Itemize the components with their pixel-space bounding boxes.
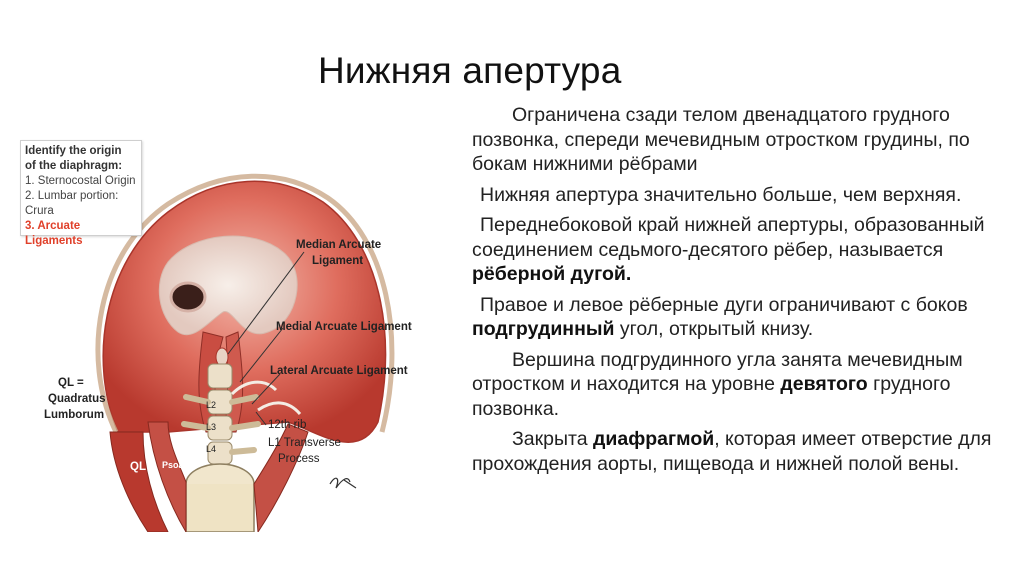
label-process: Process	[278, 453, 320, 465]
paragraph-2	[472, 183, 1002, 208]
slide-body	[472, 103, 1002, 482]
label-psoas: Psoas	[162, 460, 189, 470]
paragraph-6	[472, 427, 1002, 476]
label-medial-arcuate: Medial Arcuate Ligament	[276, 321, 412, 333]
paragraph-5	[472, 348, 1002, 422]
bold-term: подгрудинный	[472, 318, 615, 340]
bold-term: девятого	[780, 373, 868, 395]
text-run: Ограничена сзади телом двенадцатого грудного позвонка, спереди мечевидным отростком грудины, по бокам нижними рёбрами	[472, 104, 970, 175]
text-run: Нижняя апертура значительно больше, чем верхняя.	[480, 183, 962, 206]
artist-signature	[330, 478, 356, 488]
label-l1-transverse: L1 Transverse	[268, 437, 341, 449]
origin-legend-box	[20, 140, 142, 247]
slide-title: Нижняя апертура	[318, 50, 622, 91]
text-run: Переднебоковой край нижней апертуры, образованный соединением седьмого-десятого рёбер, называется	[472, 214, 985, 261]
label-l2: L2	[206, 400, 217, 410]
label-lumborum: Lumborum	[44, 409, 105, 421]
bold-term: диафрагмой	[593, 428, 715, 450]
label-12th-rib: 12th rib	[268, 419, 307, 431]
text-run: Вершина подгрудинного угла занята мечевидным отростком и находится на уровне	[472, 348, 963, 395]
label-l4: L4	[206, 444, 217, 454]
caval-opening	[171, 283, 205, 311]
label-median-arcuate-2: Ligament	[312, 255, 364, 267]
label-ql-short: QL	[130, 461, 146, 473]
label-median-arcuate-1: Median Arcuate	[296, 239, 382, 251]
legend-item-sternocostal: 1. Sternocostal Origin	[25, 175, 136, 187]
legend-title-line2: of the diaphragm:	[25, 160, 123, 172]
label-l3: L3	[206, 422, 217, 432]
vertebra-l1	[208, 364, 232, 388]
paragraph-3	[472, 213, 1002, 287]
text-run: угол, открытый книзу.	[614, 318, 814, 340]
legend-item-lumbar: 2. Lumbar portion: Crura	[25, 190, 119, 217]
legend-title-line1: Identify the origin	[25, 145, 122, 157]
text-run: Закрыта	[512, 428, 593, 450]
label-lateral-arcuate: Lateral Arcuate Ligament	[270, 365, 408, 377]
bold-term: рёберной дугой.	[472, 263, 632, 285]
text-run: Правое и левое рёберные дуги ограничивают с боков	[480, 293, 968, 316]
paragraph-1	[472, 103, 1002, 177]
legend-item-arcuate: 3. Arcuate Ligaments	[25, 220, 83, 247]
text-run: , которая имеет отверстие для прохождения аорты, пищевода и нижней полой вены.	[472, 428, 992, 475]
paragraph-4	[472, 293, 1002, 342]
aortic-hiatus	[216, 348, 228, 366]
label-ql-eq: QL =	[58, 377, 84, 389]
text-run: грудного позвонка.	[472, 373, 951, 420]
label-quadratus: Quadratus	[48, 393, 106, 405]
sacral-region	[186, 484, 254, 532]
